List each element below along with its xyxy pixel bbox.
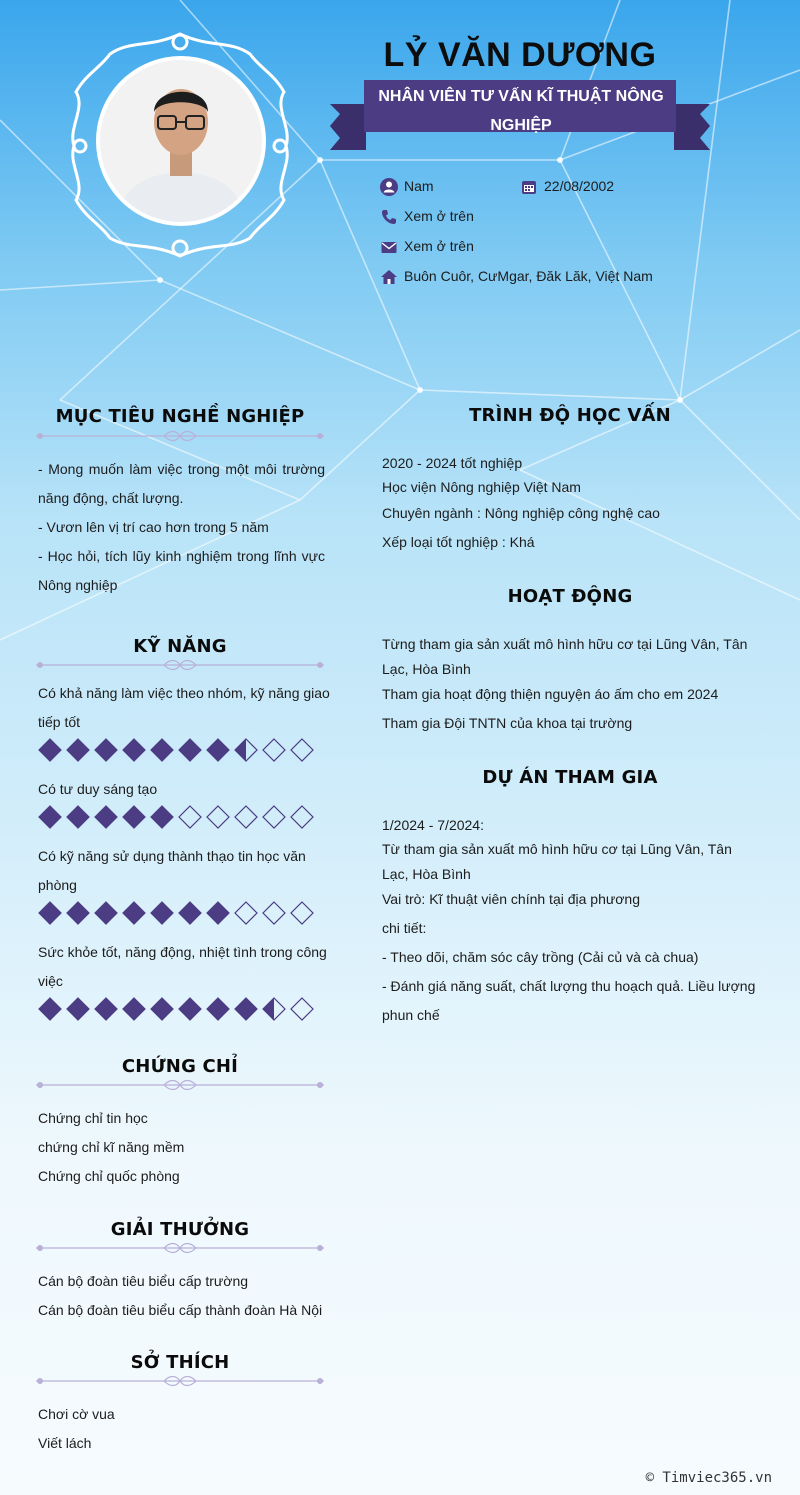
skills-title: KỸ NĂNG: [133, 636, 227, 657]
rating-diamond: [207, 998, 229, 1020]
avatar: [96, 56, 266, 226]
award-item: Cán bộ đoàn tiêu biểu cấp trường: [38, 1273, 249, 1289]
certificate-item: Chứng chỉ tin học: [38, 1110, 148, 1126]
activities-title: HOẠT ĐỘNG: [507, 586, 633, 607]
skill-label: Có kỹ năng sử dụng thành thạo tin học văn phòng: [38, 848, 306, 893]
rating-diamond: [95, 806, 117, 828]
rating-diamond: [263, 902, 285, 924]
rating-diamond: [39, 806, 61, 828]
rating-diamond: [39, 998, 61, 1020]
rating-diamond: [207, 902, 229, 924]
rating-diamond: [235, 998, 257, 1020]
education-major: Chuyên ngành : Nông nghiệp công nghệ cao: [382, 505, 660, 521]
project-period: 1/2024 - 7/2024:: [382, 817, 484, 833]
rating-diamond: [207, 806, 229, 828]
project-details-label: chi tiết:: [382, 920, 427, 936]
gender-field: [380, 175, 434, 197]
rating-diamond: [291, 998, 313, 1020]
hobbies-title: SỞ THÍCH: [130, 1352, 230, 1373]
rating-diamond: [67, 902, 89, 924]
rating-diamond: [67, 998, 89, 1020]
activity-item: Tham gia hoạt động thiện nguyện áo ấm cho em 2024: [382, 686, 719, 702]
rating-diamond: [291, 902, 313, 924]
phone-field: [380, 205, 474, 227]
rating-diamond: [179, 902, 201, 924]
certificate-item: Chứng chỉ quốc phòng: [38, 1168, 180, 1184]
footer-credit: © Timviec365.vn: [645, 1470, 772, 1486]
hobby-item: Chơi cờ vua: [38, 1406, 115, 1422]
career-goal-item: - Học hỏi, tích lũy kinh nghiệm trong lĩnh vực Nông nghiệp: [38, 548, 325, 593]
rating-diamond: [151, 806, 173, 828]
skill-label: Có khả năng làm việc theo nhóm, kỹ năng giao tiếp tốt: [38, 685, 330, 730]
birthdate-value: 22/08/2002: [544, 178, 615, 194]
gender-value: Nam: [404, 178, 434, 194]
rating-diamond: [151, 998, 173, 1020]
skill-label: Có tư duy sáng tạo: [38, 781, 158, 797]
education-grade: Xếp loại tốt nghiệp : Khá: [382, 534, 535, 550]
email-value: Xem ở trên: [404, 238, 474, 254]
rating-diamond: [67, 739, 89, 761]
phone-value: Xem ở trên: [404, 208, 474, 224]
hobby-item: Viết lách: [38, 1435, 92, 1451]
phone-icon: [380, 208, 398, 226]
education-period: 2020 - 2024 tốt nghiệp: [382, 455, 523, 471]
birthdate-field: [520, 175, 614, 197]
section-divider: [30, 1079, 330, 1091]
career-goal-item: - Vươn lên vị trí cao hơn trong 5 năm: [38, 519, 269, 535]
rating-diamond: [95, 902, 117, 924]
rating-diamond: [235, 902, 257, 924]
rating-diamond: [39, 902, 61, 924]
certificate-item: chứng chỉ kĩ năng mềm: [38, 1139, 185, 1155]
rating-diamond: [179, 806, 201, 828]
rating-diamond: [179, 739, 201, 761]
rating-diamond: [263, 806, 285, 828]
candidate-name: LỶ VĂN DƯƠNG: [383, 36, 657, 74]
skill-label: Sức khỏe tốt, năng động, nhiệt tình trong công việc: [38, 944, 327, 989]
section-divider: [30, 430, 330, 442]
rating-diamond: [123, 902, 145, 924]
awards-title: GIẢI THƯỞNG: [110, 1219, 250, 1240]
skill-rating: [38, 996, 318, 1022]
skill-rating: [38, 900, 318, 926]
award-item: Cán bộ đoàn tiêu biểu cấp thành đoàn Hà Nội: [38, 1302, 323, 1318]
career-goal-title: MỤC TIÊU NGHỀ NGHIỆP: [55, 406, 305, 427]
section-divider: [30, 1375, 330, 1387]
rating-diamond: [95, 998, 117, 1020]
job-title: NHÂN VIÊN TƯ VẤN KĨ THUẬT NÔNG NGHIỆP: [378, 88, 664, 134]
rating-diamond: [263, 998, 285, 1020]
projects-title: DỰ ÁN THAM GIA: [482, 767, 658, 788]
rating-diamond: [95, 739, 117, 761]
rating-diamond: [207, 739, 229, 761]
address-field: [380, 265, 653, 287]
project-detail-item: - Theo dõi, chăm sóc cây trồng (Cải củ và cà chua): [382, 949, 699, 965]
project-description: Từ tham gia sản xuất mô hình hữu cơ tại Lũng Vân, Tân Lạc, Hòa Bình: [382, 841, 732, 882]
skill-rating: [38, 804, 318, 830]
rating-diamond: [123, 739, 145, 761]
rating-diamond: [123, 806, 145, 828]
address-value: Buôn Cuôr, CưMgar, Đăk Lăk, Việt Nam: [404, 268, 653, 284]
rating-diamond: [67, 806, 89, 828]
skill-rating: [38, 737, 318, 763]
certificates-title: CHỨNG CHỈ: [121, 1056, 239, 1077]
rating-diamond: [151, 739, 173, 761]
calendar-icon: [520, 178, 538, 196]
section-divider: [30, 659, 330, 671]
education-title: TRÌNH ĐỘ HỌC VẤN: [469, 405, 671, 426]
email-field: [380, 235, 474, 257]
education-school: Học viện Nông nghiệp Việt Nam: [382, 479, 581, 495]
person-icon: [380, 178, 398, 196]
rating-diamond: [123, 998, 145, 1020]
rating-diamond: [179, 998, 201, 1020]
activity-item: Từng tham gia sản xuất mô hình hữu cơ tại Lũng Vân, Tân Lạc, Hòa Bình: [382, 636, 748, 677]
rating-diamond: [263, 739, 285, 761]
rating-diamond: [235, 806, 257, 828]
rating-diamond: [291, 739, 313, 761]
home-icon: [380, 268, 398, 286]
rating-diamond: [39, 739, 61, 761]
section-divider: [30, 1242, 330, 1254]
career-goal-item: - Mong muốn làm việc trong một môi trường năng động, chất lượng.: [38, 461, 325, 506]
rating-diamond: [151, 902, 173, 924]
activity-item: Tham gia Đội TNTN của khoa tại trường: [382, 715, 633, 731]
project-detail-item: - Đánh giá năng suất, chất lượng thu hoạch quả. Liều lượng phun chế: [382, 978, 756, 1023]
rating-diamond: [291, 806, 313, 828]
rating-diamond: [235, 739, 257, 761]
project-role: Vai trò: Kĩ thuật viên chính tại địa phương: [382, 891, 641, 907]
email-icon: [380, 238, 398, 256]
